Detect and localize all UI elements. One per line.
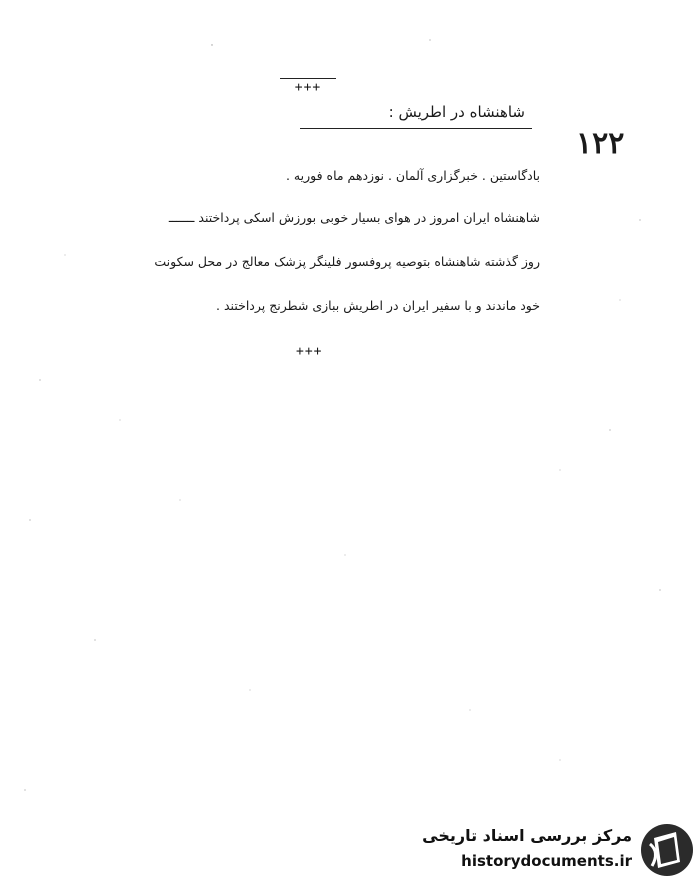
handwritten-page-number: ۱۲۲ (576, 126, 625, 161)
archive-name: مرکز بررسی اسناد تاریخی (422, 826, 632, 845)
body-line-3: روز گذشته شاهنشاه بتوصیه پروفسور فلینگر پزشک معالج در محل سکونت (154, 254, 540, 269)
archive-website: historydocuments.ir (461, 852, 632, 870)
body-line-2: شاهنشاه ایران امروز در هوای بسیار خوبی بورزش اسکی پرداختند ـــــــ (168, 210, 540, 225)
bottom-separator: +++ (296, 344, 323, 359)
body-line-1: بادگاستین . خبرگزاری آلمان . نوزدهم ماه فوریه . (285, 168, 540, 183)
document-archive-icon (640, 822, 694, 878)
top-separator-text: +++ (294, 80, 322, 95)
archive-watermark (410, 822, 698, 880)
document-heading: شاهنشاه در اطریش : (388, 103, 525, 121)
body-line-4: خود ماندند و با سفیر ایران در اطریش ببازی شطرنج پرداختند . (216, 298, 540, 313)
